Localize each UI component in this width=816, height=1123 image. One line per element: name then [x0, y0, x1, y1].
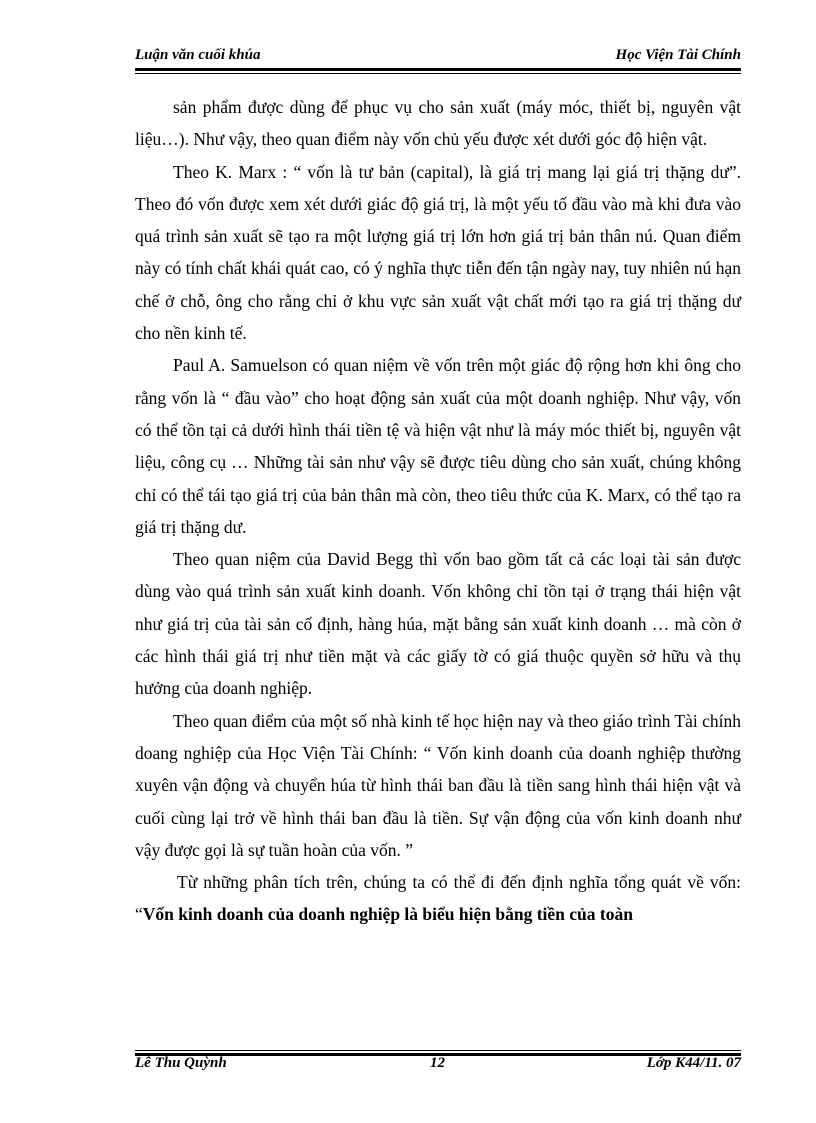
paragraph-2: Theo K. Marx : “ vốn là tư bản (capital), là giá trị mang lại giá trị thặng dư”. Theo đó vốn được xem xét dưới giác độ giá trị, là một yếu tố đầu vào mà khi đưa vào quá trình sản xuất sẽ tạo ra một lượng giá trị lớn hơn giá trị bản thân nú. Quan điểm này có tính chất khái quát cao, có ý nghĩa thực tiễn đến tận ngày nay, tuy nhiên nú hạn chế ở chỗ, ông cho rằng chỉ ở khu vực sản xuất vật chất mới tạo ra giá trị thặng dư cho nền kinh tế.	[135, 161, 741, 344]
paragraph-3: Paul A. Samuelson có quan niệm về vốn trên một giác độ rộng hơn khi ông cho rằng vốn là “ đầu vào” cho hoạt động sản xuất của một doanh nghiệp. Như vậy, vốn có thể tồn tại cả dưới hình thái tiền tệ và hiện vật như là máy móc thiết bị, nguyên vật liệu, công cụ … Những tài sản như vậy sẽ được tiêu dùng cho sản xuất, chúng không chỉ có thể tái tạo giá trị của bản thân mà còn, theo tiêu thức của K. Marx, có thể tạo ra giá trị thặng dư.	[135, 355, 741, 537]
header-rule-thick	[135, 68, 741, 71]
page-footer	[135, 1055, 741, 1077]
paragraph-4: Theo quan niệm của David Begg thì vốn bao gồm tất cả các loại tài sản được dùng vào quá trình sản xuất kinh doanh. Vốn không chỉ tồn tại ở trạng thái hiện vật như giá trị của tài sản cố định, hàng húa, mặt bằng sản xuất kinh doanh … mà còn ở các hình thái giá trị như tiền mặt và các giấy tờ có giá thuộc quyền sở hữu và thụ hưởng của doanh nghiệp.	[135, 549, 741, 699]
paragraph-6	[135, 866, 741, 931]
footer-author: Lê Thu Quỳnh	[135, 1055, 227, 1071]
paragraph-1: sản phẩm được dùng để phục vụ cho sản xuất (máy móc, thiết bị, nguyên vật liệu…). Như vậy, theo quan điểm này vốn chủ yếu được xét dưới góc độ hiện vật.	[135, 97, 741, 150]
header-institution: Học Viện Tài Chính	[615, 47, 741, 63]
paragraph-6-text: Từ những phân tích trên, chúng ta có thể đi đến định nghĩa tổng quát về vốn: “	[135, 872, 741, 925]
page-number: 12	[430, 1055, 445, 1071]
header-thesis-title: Luận văn cuối khúa	[135, 47, 261, 63]
footer-rule-thin	[135, 1050, 741, 1051]
header-rule-thin	[135, 73, 741, 74]
page-body	[135, 91, 741, 931]
page-header	[135, 47, 741, 69]
paragraph-5: Theo quan điểm của một số nhà kinh tế học hiện nay và theo giáo trình Tài chính doang nghiệp của Học Viện Tài Chính: “ Vốn kinh doanh của doanh nghiệp thường xuyên vận động và chuyển húa từ hình thái ban đầu là tiền sang hình thái hiện vật và cuối cùng lại trở về hình thái ban đầu là tiền. Sự vận động của vốn kinh doanh như vậy được gọi là sự tuần hoàn của vốn. ”	[135, 710, 741, 860]
footer-class: Lớp K44/11. 07	[646, 1055, 741, 1071]
paragraph-6-definition: Vốn kinh doanh của doanh nghiệp là biểu hiện bằng tiền của toàn	[142, 904, 633, 925]
